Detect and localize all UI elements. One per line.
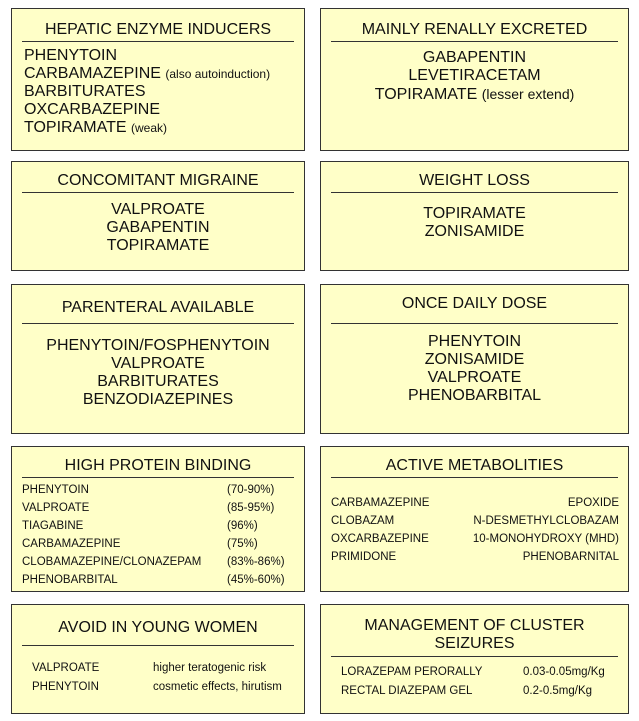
table-value: (96%) — [227, 520, 258, 532]
list-item: ZONISAMIDE — [424, 351, 525, 368]
list-item: ZONISAMIDE — [424, 223, 525, 240]
box-concomitant-migraine — [11, 161, 305, 271]
list-item: VALPROATE — [111, 201, 205, 218]
list-item: CARBAMAZEPINE (also autoinduction) — [24, 65, 271, 82]
divider — [22, 323, 294, 324]
table-row: PHENYTOIN — [22, 484, 89, 496]
divider — [22, 192, 294, 193]
table-value: 10-MONOHYDROXY (MHD) — [472, 533, 619, 545]
divider — [331, 323, 618, 324]
divider — [22, 477, 294, 478]
table-value: PHENOBARNITAL — [522, 551, 619, 563]
divider — [331, 656, 618, 657]
list-item: LEVETIRACETAM — [408, 67, 541, 84]
title-line: MANAGEMENT OF CLUSTER — [364, 617, 585, 634]
box-active-metabolites — [320, 446, 629, 592]
list-item: TOPIRAMATE — [106, 237, 210, 254]
table-value: EPOXIDE — [567, 497, 619, 509]
drug-list — [321, 333, 628, 405]
drug-list — [12, 201, 304, 255]
box-title: WEIGHT LOSS — [419, 172, 530, 189]
table-row: TIAGABINE — [22, 520, 84, 532]
table-value: higher teratogenic risk — [153, 662, 267, 674]
title-line: SEIZURES — [434, 635, 515, 652]
list-item: PHENOBARBITAL — [407, 387, 542, 404]
box-renally-excreted — [320, 8, 629, 151]
box-title: HEPATIC ENZYME INDUCERS — [44, 21, 272, 38]
list-item: BARBITURATES — [97, 373, 219, 390]
list-item: BENZODIAZEPINES — [82, 391, 234, 408]
table-row: PRIMIDONE — [331, 551, 397, 563]
box-high-protein-binding — [11, 446, 305, 592]
table-row: VALPROATE — [32, 662, 100, 674]
table-row: CLOBAMAZEPINE/CLONAZEPAM — [22, 556, 202, 568]
divider — [331, 41, 618, 42]
box-avoid-young-women — [11, 604, 305, 714]
list-item: TOPIRAMATE (lesser extend) — [374, 86, 575, 103]
table-row: CARBAMAZEPINE — [22, 538, 121, 550]
box-parenteral-available — [11, 284, 305, 434]
box-title: MAINLY RENALLY EXCRETED — [361, 21, 588, 38]
box-title: PARENTERAL AVAILABLE — [61, 299, 255, 316]
list-item: TOPIRAMATE — [423, 205, 526, 222]
list-item: OXCARBAZEPINE — [24, 101, 161, 118]
box-title: HIGH PROTEIN BINDING — [64, 457, 252, 474]
divider — [331, 192, 618, 193]
drug-list — [321, 49, 628, 104]
list-item: BARBITURATES — [24, 83, 146, 100]
table-row: OXCARBAZEPINE — [331, 533, 429, 545]
list-item: GABAPENTIN — [422, 49, 527, 66]
list-item: PHENYTOIN — [24, 47, 118, 64]
box-title — [321, 617, 628, 653]
table-row: PHENYTOIN — [32, 681, 99, 693]
box-enzyme-inducers — [11, 8, 305, 151]
box-cluster-seizures — [320, 604, 629, 714]
table-row: CARBAMAZEPINE — [331, 497, 430, 509]
list-item: TOPIRAMATE (weak) — [24, 119, 167, 136]
table-value: (83%-86%) — [227, 556, 285, 568]
drug-list — [24, 47, 270, 137]
table-row: CLOBAZAM — [331, 515, 395, 527]
box-title: CONCOMITANT MIGRAINE — [57, 172, 259, 189]
table-value: (70-90%) — [227, 484, 275, 496]
box-title: AVOID IN YOUNG WOMEN — [58, 619, 258, 636]
list-item: PHENYTOIN/FOSPHENYTOIN — [46, 337, 270, 354]
table-value: cosmetic effects, hirutism — [153, 681, 282, 693]
table-value: (85-95%) — [227, 502, 275, 514]
table-value: (45%-60%) — [227, 574, 285, 586]
table-row: LORAZEPAM PERORALLY — [341, 666, 483, 678]
divider — [22, 41, 294, 42]
drug-list — [321, 205, 628, 241]
drug-list — [12, 337, 304, 409]
table-value: 0.2-0.5mg/Kg — [523, 685, 593, 697]
list-item: PHENYTOIN — [427, 333, 522, 350]
table-value: (75%) — [227, 538, 258, 550]
list-item: VALPROATE — [427, 369, 522, 386]
divider — [331, 477, 618, 478]
divider — [22, 645, 294, 646]
box-once-daily-dose — [320, 284, 629, 434]
list-item: GABAPENTIN — [106, 219, 210, 236]
table-row: VALPROATE — [22, 502, 90, 514]
box-title: ACTIVE METABOLITIES — [385, 457, 564, 474]
box-title: ONCE DAILY DOSE — [401, 295, 548, 312]
table-row: RECTAL DIAZEPAM GEL — [341, 685, 473, 697]
table-value: N-DESMETHYLCLOBAZAM — [473, 515, 619, 527]
table-value: 0.03-0.05mg/Kg — [523, 666, 605, 678]
list-item: VALPROATE — [111, 355, 205, 372]
box-weight-loss — [320, 161, 629, 271]
table-row: PHENOBARBITAL — [22, 574, 118, 586]
